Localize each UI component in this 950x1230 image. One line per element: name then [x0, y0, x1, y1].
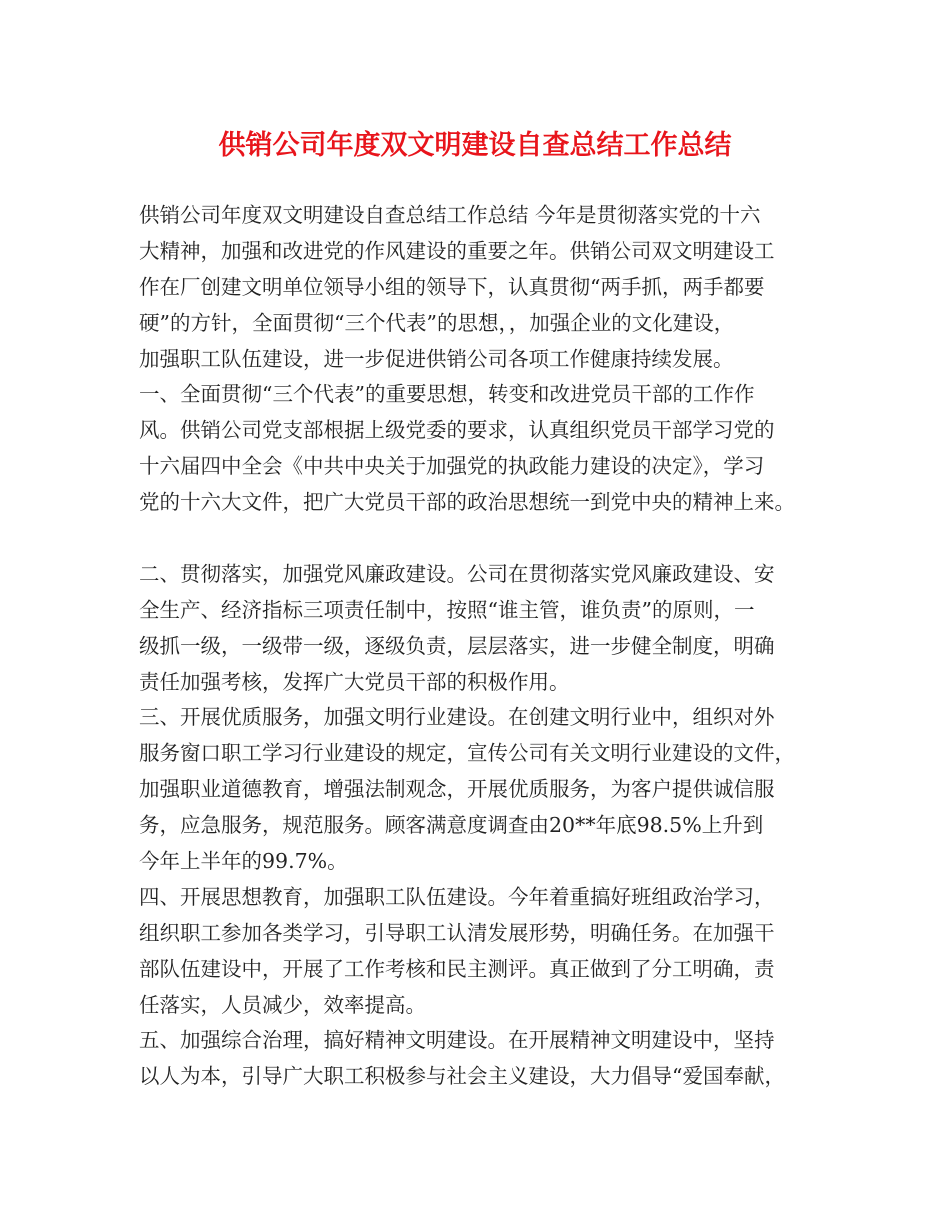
body-line-3: 作在厂创建文明单位领导小组的领导下，认真贯彻“两手抓，两手都要: [139, 274, 765, 299]
body-line-16: 服务窗口职工学习行业建设的规定，宣传公司有关文明行业建设的文件，: [139, 741, 795, 766]
body-line-25: 以人为本，引导广大职工积极参与社会主义建设，大力倡导“爱国奉献，: [139, 1064, 785, 1089]
body-line-4: 硬”的方针，全面贯彻“三个代表”的思想，，加强企业的文化建设，: [139, 310, 735, 335]
document-title: 供销公司年度双文明建设自查总结工作总结: [218, 130, 732, 161]
body-line-19: 今年上半年的99.7%。: [139, 849, 348, 874]
document-body: [139, 198, 829, 1095]
body-line-5: 加强职工队伍建设，进一步促进供销公司各项工作健康持续发展。: [139, 346, 734, 371]
body-line-24: 五、加强综合治理，搞好精神文明建设。在开展精神文明建设中，坚持: [139, 1028, 775, 1053]
body-line-9: 党的十六大文件，把广大党员干部的政治思想统一到党中央的精神上来。: [139, 490, 795, 515]
paragraph-gap: [139, 521, 829, 557]
body-line-12: 全生产、经济指标三项责任制中，按照“谁主管，谁负责”的原则，一: [139, 597, 755, 622]
body-line-18: 务，应急服务，规范服务。顾客满意度调查由20**年底98.5%上升到: [139, 813, 764, 838]
body-line-15: 三、开展优质服务，加强文明行业建设。在创建文明行业中，组织对外: [139, 705, 775, 730]
body-line-6: 一、全面贯彻“三个代表”的重要思想，转变和改进党员干部的工作作: [139, 382, 755, 407]
body-line-7: 风。供销公司党支部根据上级党委的要求，认真组织党员干部学习党的: [139, 418, 775, 443]
body-line-1: 供销公司年度双文明建设自查总结工作总结 今年是贯彻落实党的十六: [139, 203, 761, 227]
body-line-2: 大精神，加强和改进党的作风建设的重要之年。供销公司双文明建设工: [139, 238, 775, 263]
body-line-22: 部队伍建设中，开展了工作考核和民主测评。真正做到了分工明确，责: [139, 956, 775, 981]
body-line-17: 加强职业道德教育，增强法制观念，开展优质服务，为客户提供诚信服: [139, 777, 775, 802]
body-line-23: 任落实，人员减少，效率提高。: [139, 992, 426, 1017]
body-line-8: 十六届四中全会《中共中央关于加强党的执政能力建设的决定》，学习: [139, 454, 765, 479]
body-line-21: 组织职工参加各类学习，引导职工认清发展形势，明确任务。在加强干: [139, 920, 775, 945]
body-line-14: 责任加强考核，发挥广大党员干部的积极作用。: [139, 669, 570, 694]
body-line-11: 二、贯彻落实，加强党风廉政建设。公司在贯彻落实党风廉政建设、安: [139, 561, 775, 586]
body-line-20: 四、开展思想教育，加强职工队伍建设。今年着重搞好班组政治学习，: [139, 884, 775, 909]
body-line-13: 级抓一级，一级带一级，逐级负责，层层落实，进一步健全制度，明确: [139, 633, 775, 658]
